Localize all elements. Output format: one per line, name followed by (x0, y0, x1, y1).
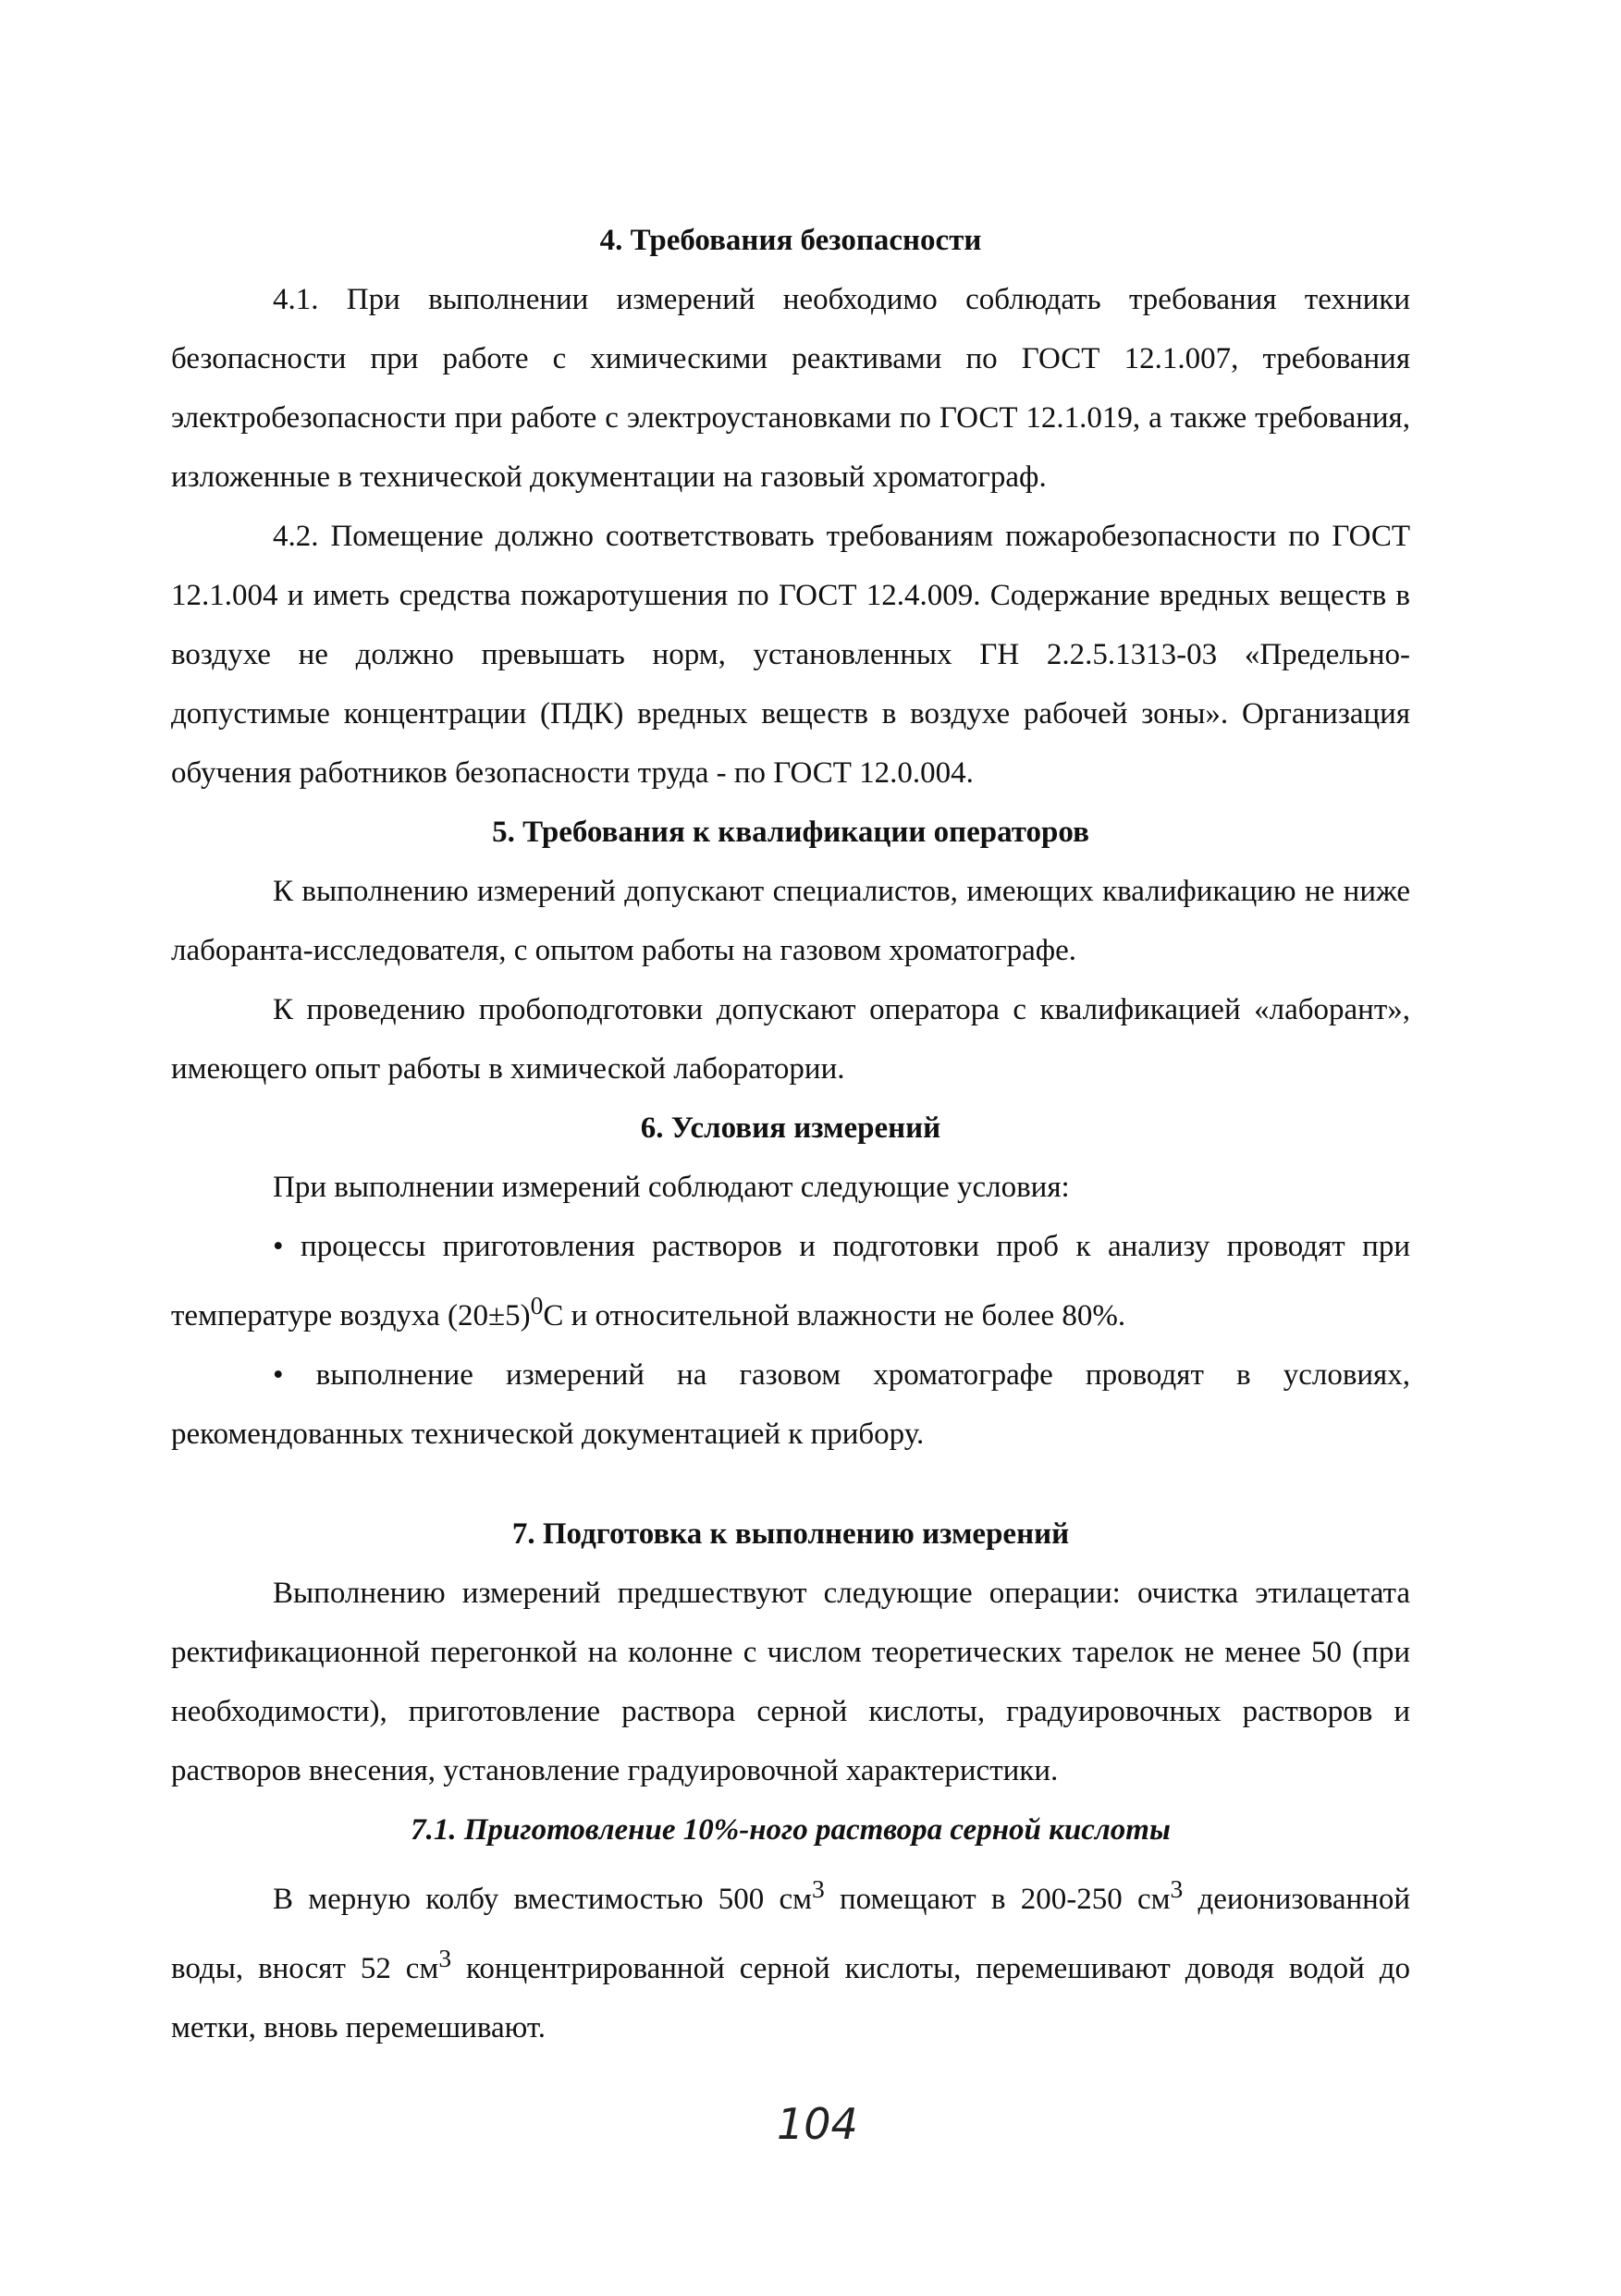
section-7-1-title: 7.1. Приготовление 10%-ного раствора серной кислоты (411, 1813, 1171, 1847)
text-part-2: помещают в 200-250 см (824, 1883, 1171, 1916)
section-5-paragraph-2: К проведению пробоподготовки допускают оператора с квалификацией «лаборант», имеющего опыт работы в химической лаборатории. (171, 993, 1410, 1086)
section-6-bullet-2: • выполнение измерений на газовом хроматографе проводят в условиях, рекомендованных технической документацией к прибору. (171, 1358, 1410, 1451)
section-7-paragraph: Выполнению измерений предшествуют следующие операции: очистка этилацетата ректификационной перегонкой на колонне с числом теоретических тарелок не менее 50 (при необходимости), приготовление раствора серной кислоты, градуировочных растворов и растворов внесения, установление градуировочной характеристики. (171, 1577, 1410, 1787)
text-part-1: В мерную колбу вместимостью 500 см (273, 1883, 812, 1916)
text-part-4: концентрированной серной кислоты, перемешивают доводя водой до метки, вновь перемешивают. (171, 1952, 1410, 2044)
cm3-superscript: 3 (438, 1944, 452, 1972)
section-5-paragraph-1: К выполнению измерений допускают специалистов, имеющих квалификацию не ниже лаборанта-исследователя, с опытом работы на газовом хроматографе. (171, 875, 1410, 967)
section-4-title: 4. Требования безопасности (599, 224, 982, 257)
cm3-superscript: 3 (1170, 1874, 1184, 1903)
cm3-superscript: 3 (811, 1874, 825, 1903)
bullet-1-text: • процессы приготовления растворов и подготовки проб к анализу проводят при температуре воздуха (20±5) (171, 1230, 1410, 1332)
section-6-intro: При выполнении измерений соблюдают следующие условия: (273, 1171, 1070, 1204)
section-5-title: 5. Требования к квалификации операторов (492, 816, 1089, 849)
spacer (171, 1464, 1410, 1504)
section-6-title: 6. Условия измерений (640, 1111, 941, 1145)
section-7-1-paragraph (171, 1860, 1410, 2057)
bullet-1-text-end: С и относительной влажности не более 80%. (543, 1299, 1126, 1332)
section-6-bullet-1 (171, 1217, 1410, 1345)
page-content (171, 211, 1410, 2057)
handwritten-page-number: 104 (777, 2099, 858, 2149)
degree-superscript: 0 (530, 1291, 544, 1320)
section-4-2-paragraph: 4.2. Помещение должно соответствовать требованиям пожаробезопасности по ГОСТ 12.1.004 и иметь средства пожаротушения по ГОСТ 12.4.009. Содержание вредных веществ в воздухе не должно превышать норм, установленных ГН 2.2.5.1313-03 «Предельно-допустимые концентрации (ПДК) вредных веществ в воздухе рабочей зоны». Организация обучения работников безопасности труда - по ГОСТ 12.0.004. (171, 520, 1410, 790)
section-4-1-paragraph: 4.1. При выполнении измерений необходимо соблюдать требования техники безопасности при работе с химическими реактивами по ГОСТ 12.1.007, требования электробезопасности при работе с электроустановками по ГОСТ 12.1.019, а также требования, изложенные в технической документации на газовый хроматограф. (171, 283, 1410, 494)
section-7-title: 7. Подготовка к выполнению измерений (511, 1517, 1070, 1551)
text-part-3: деионизованной воды, вносят 52 см (171, 1883, 1410, 1985)
